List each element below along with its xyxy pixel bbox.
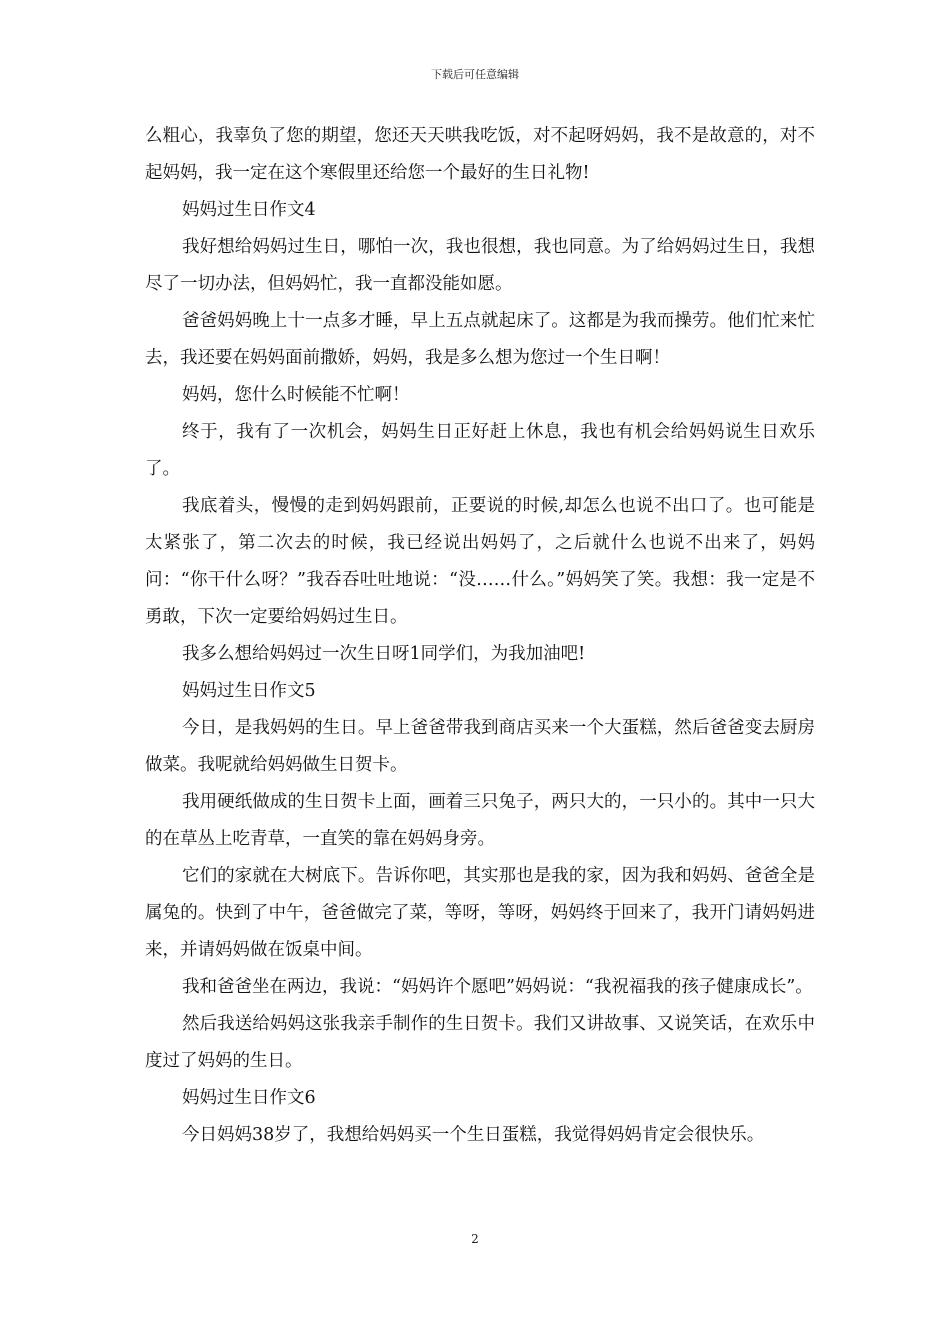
paragraph: 我用硬纸做成的生日贺卡上面，画着三只兔子，两只大的，一只小的。其中一只大的在草丛上吃青草，一直笑的靠在妈妈身旁。 — [145, 792, 815, 849]
paragraph: 爸爸妈妈晚上十一点多才睡，早上五点就起床了。这都是为我而操劳。他们忙来忙去，我还要在妈妈面前撒娇，妈妈，我是多么想为您过一个生日啊！ — [145, 311, 815, 368]
paragraph: 我和爸爸坐在两边，我说：“妈妈许个愿吧”妈妈说：“我祝福我的孩子健康成长”。 — [182, 977, 813, 997]
section-heading: 妈妈过生日作文6 — [182, 1088, 316, 1108]
paragraph: 么粗心，我辜负了您的期望，您还天天哄我吃饭，对不起呀妈妈，我不是故意的，对不起妈妈，我一定在这个寒假里还给您一个最好的生日礼物! — [145, 126, 815, 183]
paragraph: 我底着头，慢慢的走到妈妈跟前，正要说的时候,却怎么也说不出口了。也可能是太紧张了，第二次去的时候，我已经说出妈妈了，之后就什么也说不出来了，妈妈问：“你干什么呀？”我吞吞吐吐地说：“没……什么。”妈妈笑了笑。我想：我一定是不勇敢，下次一定要给妈妈过生日。 — [145, 496, 815, 627]
paragraph: 终于，我有了一次机会，妈妈生日正好赶上休息，我也有机会给妈妈说生日欢乐了。 — [145, 422, 815, 479]
paragraph: 今日妈妈38岁了，我想给妈妈买一个生日蛋糕，我觉得妈妈肯定会很快乐。 — [182, 1125, 765, 1145]
section-heading: 妈妈过生日作文4 — [182, 200, 316, 220]
section-heading: 妈妈过生日作文5 — [182, 681, 316, 701]
paragraph: 我好想给妈妈过生日，哪怕一次，我也很想，我也同意。为了给妈妈过生日，我想尽了一切办法，但妈妈忙，我一直都没能如愿。 — [145, 237, 815, 294]
paragraph: 我多么想给妈妈过一次生日呀1同学们，为我加油吧! — [182, 644, 586, 664]
paragraph: 它们的家就在大树底下。告诉你吧，其实那也是我的家，因为我和妈妈、爸爸全是属兔的。快到了中午，爸爸做完了菜，等呀，等呀，妈妈终于回来了，我开门请妈妈进来，并请妈妈做在饭桌中间。 — [145, 866, 815, 960]
paragraph: 今日，是我妈妈的生日。早上爸爸带我到商店买来一个大蛋糕，然后爸爸变去厨房做菜。我呢就给妈妈做生日贺卡。 — [145, 718, 815, 775]
paragraph: 然后我送给妈妈这张我亲手制作的生日贺卡。我们又讲故事、又说笑话，在欢乐中度过了妈妈的生日。 — [145, 1014, 815, 1071]
page-number: 2 — [471, 1232, 479, 1246]
document-body — [145, 118, 815, 1154]
page-header: 下载后可任意编辑 — [431, 68, 519, 81]
paragraph: 妈妈，您什么时候能不忙啊！ — [182, 385, 410, 405]
